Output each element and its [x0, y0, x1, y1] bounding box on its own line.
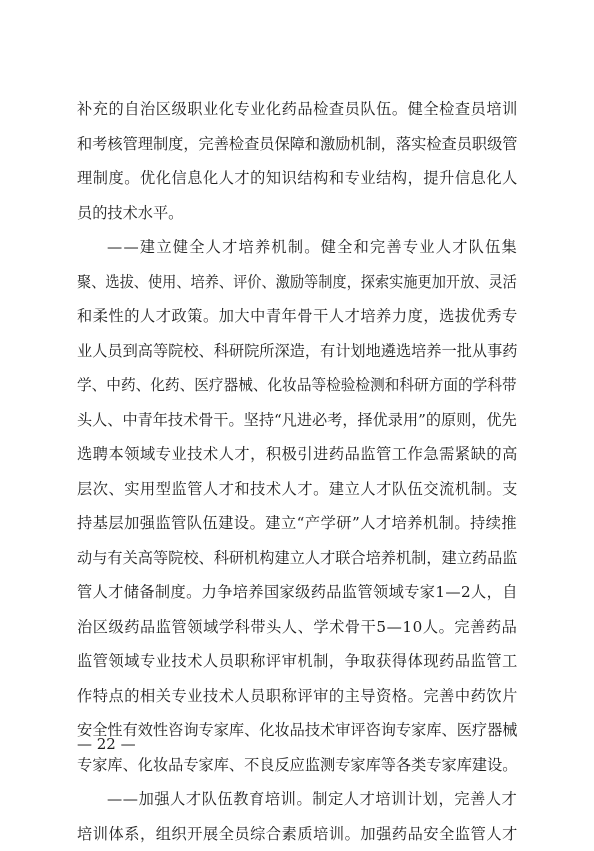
paragraph-line: 治区级药品监管领域学科带头人、学术骨干5—10人。完善药品	[77, 610, 517, 645]
paragraph-line: 理制度。优化信息化人才的知识结构和专业结构，提升信息化人	[77, 161, 517, 196]
paragraph-line: 补充的自治区级职业化专业化药品检查员队伍。健全检查员培训	[77, 92, 517, 127]
paragraph-line: 聚、选拔、使用、培养、评价、激励等制度，探索实施更加开放、灵活	[77, 265, 488, 300]
paragraph-line: 头人、中青年技术骨干。坚持“凡进必考，择优录用”的原则，优先	[77, 403, 516, 438]
paragraph-line: 动与有关高等院校、科研机构建立人才联合培养机制，建立药品监	[77, 541, 517, 576]
paragraph-line: 员的技术水平。	[77, 196, 517, 231]
paragraph-line: 和柔性的人才政策。加大中青年骨干人才培养力度，选拔优秀专	[77, 299, 517, 334]
paragraph-line: 学、中药、化药、医疗器械、化妆品等检验检测和科研方面的学科带	[77, 368, 502, 403]
body-text	[77, 92, 517, 851]
paragraph-line: 选聘本领域专业技术人才，积极引进药品监管工作急需紧缺的高	[77, 437, 517, 472]
paragraph-line: 监管领域专业技术人员职称评审机制，争取获得体现药品监管工	[77, 644, 517, 679]
paragraph-line: 专家库、化妆品专家库、不良反应监测专家库等各类专家库建设。	[77, 748, 517, 783]
paragraph-line: 和考核管理制度，完善检查员保障和激励机制，落实检查员职级管	[77, 127, 517, 162]
paragraph-line: 持基层加强监管队伍建设。建立“产学研”人才培养机制。持续推	[77, 506, 517, 541]
paragraph-line: 安全性有效性咨询专家库、化妆品技术审评咨询专家库、医疗器械	[77, 713, 517, 748]
paragraph-line: 业人员到高等院校、科研院所深造，有计划地遴选培养一批从事药	[77, 334, 517, 369]
paragraph-line: 作特点的相关专业技术人员职称评审的主导资格。完善中药饮片	[77, 679, 517, 714]
paragraph-line: ——加强人才队伍教育培训。制定人才培训计划，完善人才	[77, 782, 517, 817]
page-number: — 22 —	[77, 734, 136, 754]
paragraph-line: 层次、实用型监管人才和技术人才。建立人才队伍交流机制。支	[77, 472, 517, 507]
paragraph-line: 管人才储备制度。力争培养国家级药品监管领域专家1—2人，自	[77, 575, 517, 610]
paragraph-line: ——建立健全人才培养机制。健全和完善专业人才队伍集	[77, 230, 517, 265]
paragraph-line: 培训体系，组织开展全员综合素质培训。加强药品安全监管人才	[77, 817, 517, 851]
